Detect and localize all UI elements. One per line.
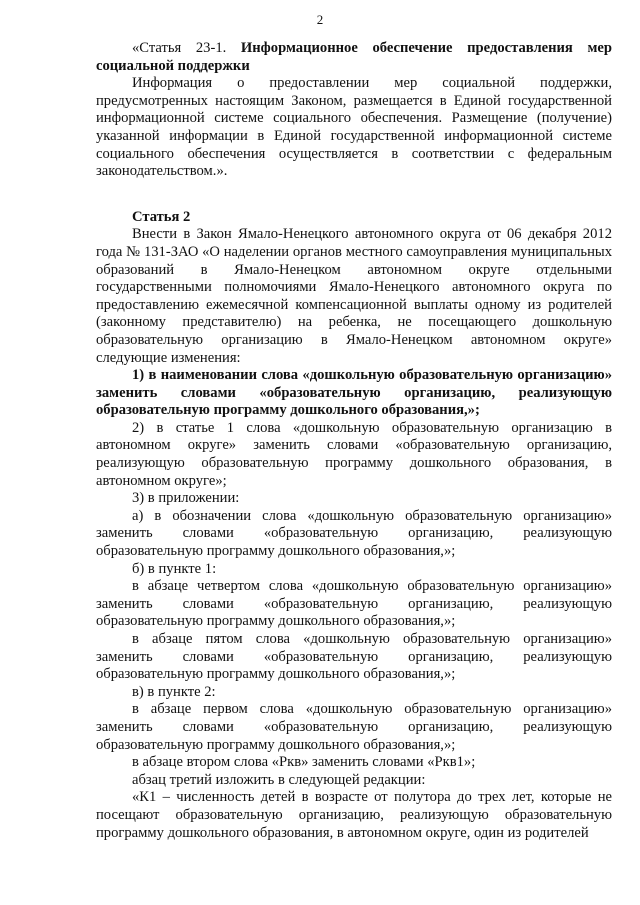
article-2-item-1-text: 1) в наименовании слова «дошкольную образовательную организацию» заменить словами «образовательную организацию, реализующую образовательную программу дошкольного образования,»; xyxy=(96,367,612,419)
article-2-item-3b-p5: в абзаце пятом слова «дошкольную образовательную организацию» заменить словами «образовательную организацию, реализующую образовательную программу дошкольного образования,»; xyxy=(96,631,612,683)
page-number: 2 xyxy=(316,12,324,27)
document-body xyxy=(96,40,612,842)
article-23-1-title: Информационное обеспечение предоставления мер социальной поддержки xyxy=(96,40,612,74)
article-23-1-heading xyxy=(96,40,612,75)
article-2-heading xyxy=(96,209,612,227)
article-2-heading-text: Статья 2 xyxy=(132,208,191,225)
spacer xyxy=(96,181,612,209)
article-23-1-text: Информация о предоставлении мер социальной поддержки, предусмотренных настоящим Законом, размещается в Единой государственной информационной системе социального обеспечения. Размещение (получение) указанной информации в Единой государственной информационной системе социального обеспечения осуществляется в соответствии с федеральным законодательством.». xyxy=(96,75,612,180)
article-2-item-2: 2) в статье 1 слова «дошкольную образовательную организацию в автономном округе» заменить словами «образовательную организацию, реализующую образовательную программу дошкольного образования, в автономном округе»; xyxy=(96,419,612,489)
article-2-item-3b-p4: в абзаце четвертом слова «дошкольную образовательную организацию» заменить словами «образовательную организацию, реализующую образовательную программу дошкольного образования,»; xyxy=(96,578,612,630)
article-2-item-3c-p2: в абзаце втором слова «Ркв» заменить словами «Ркв1»; xyxy=(132,754,476,771)
article-2-item-3b: б) в пункте 1: xyxy=(132,560,217,577)
article-2-intro: Внести в Закон Ямало-Ненецкого автономного округа от 06 декабря 2012 года № 131-ЗАО «О наделении органов местного самоуправления муниципальных образований в Ямало-Ненецком автономном округе отдельными государственными полномочиями Ямало-Ненецкого автономного округа по предоставлению ежемесячной компенсационной выплаты одному из родителей (законному представителю) на ребенка, не посещающего дошкольную образовательную организацию в Ямало-Ненецком автономном округе» следующие изменения: xyxy=(96,226,612,366)
article-2-item-3: 3) в приложении: xyxy=(132,490,240,507)
article-2-item-3c-p1: в абзаце первом слова «дошкольную образовательную организацию» заменить словами «образовательную организацию, реализующую образовательную программу дошкольного образования,»; xyxy=(96,701,612,753)
article-2-item-3c: в) в пункте 2: xyxy=(132,683,216,700)
article-23-1-label: «Статья 23-1. xyxy=(132,40,227,56)
article-2-item-3c-quote: «К1 – численность детей в возрасте от полутора до трех лет, которые не посещают образовательную организацию, реализующую образовательную программу дошкольного образования, в автономном округе, один из родителей xyxy=(96,789,612,841)
article-2-item-3a: а) в обозначении слова «дошкольную образовательную организацию» заменить словами «образовательную организацию, реализующую образовательную программу дошкольного образования,»; xyxy=(96,507,612,560)
article-2-item-1 xyxy=(96,367,612,420)
article-2-item-3c-p3: абзац третий изложить в следующей редакции: xyxy=(132,771,426,788)
